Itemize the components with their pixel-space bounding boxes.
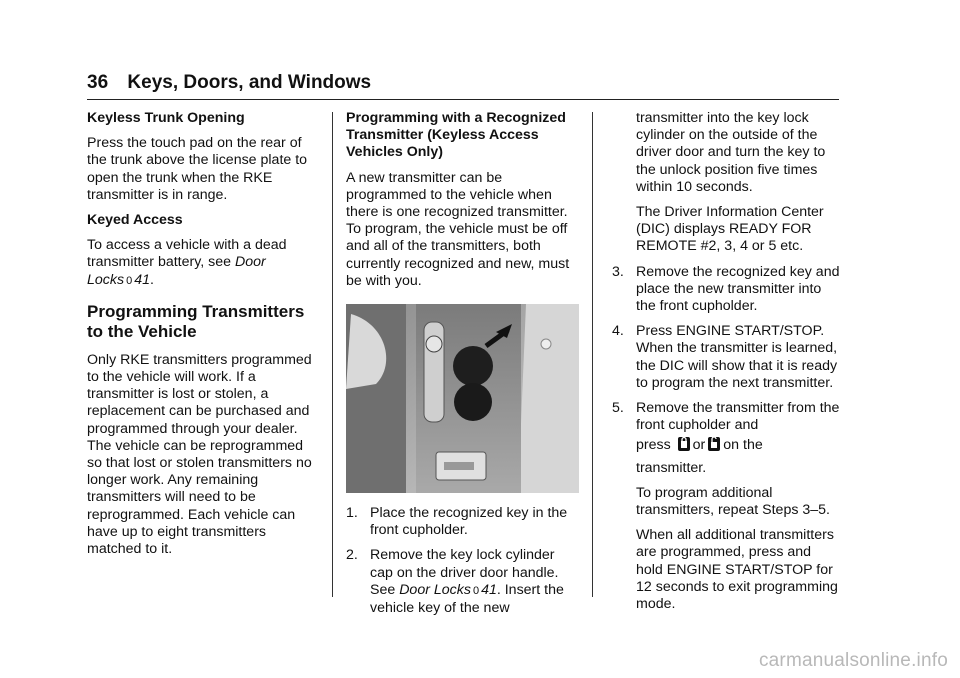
step-text: Press ENGINE START/STOP. When the transmitter is learned, the DIC will show that it is ready to program the next transmitter. [636, 323, 838, 391]
step-text: Remove the transmitter from the front cupholder and [636, 400, 840, 434]
step-number: 3. [612, 263, 624, 280]
page-ref-number[interactable]: 41 [481, 581, 497, 598]
step-number: 5. [612, 400, 624, 417]
cross-reference-link[interactable]: Door Locks [87, 254, 266, 288]
column-2 [346, 110, 580, 625]
subheading: Keyed Access [87, 212, 183, 229]
cupholder-photo [346, 304, 579, 493]
chapter-title: Keys, Doors, and Windows [127, 72, 372, 93]
section-title: Programming Transmitters to the Vehicle [87, 301, 305, 341]
step-item [346, 505, 580, 539]
step-text: Place the recognized key in the front cupholder. [370, 505, 568, 539]
unlock-icon [707, 436, 721, 457]
text-span: or [692, 437, 706, 454]
page-ref-icon: 0 [472, 584, 480, 597]
column-3 [612, 110, 840, 621]
subheading: Keyless Trunk Opening [87, 110, 245, 126]
page-ref-number[interactable]: 41 [134, 271, 150, 288]
text-span: . Insert the vehicle key of the new [370, 581, 564, 617]
cross-reference-link[interactable]: Door Locks [399, 581, 471, 598]
step-item [612, 400, 840, 434]
page-number: 36 [87, 72, 109, 93]
lock-icon [677, 436, 691, 457]
step-text: Remove the recognized key and place the new transmitter into the front cupholder. [636, 263, 840, 315]
cupholder-illustration [346, 304, 579, 493]
press-line [612, 436, 840, 457]
paragraph: The Driver Information Center (DIC) displays READY FOR REMOTE #2, 3, 4 or 5 etc. [636, 204, 824, 255]
page-header [87, 72, 371, 94]
step-number: 1. [346, 505, 358, 522]
paragraph: To program additional transmitters, repeat Steps 3–5. [636, 484, 830, 519]
text-span: . [149, 271, 154, 288]
column-divider [592, 112, 593, 597]
paragraph: Press the touch pad on the rear of the trunk above the license plate to open the trunk when the RKE transmitter is in range. [87, 135, 308, 203]
step-item [346, 547, 580, 617]
page-ref-icon: 0 [126, 274, 133, 287]
step-number: 4. [612, 323, 624, 340]
text-span: To access a vehicle with a dead transmitter battery, see [87, 237, 287, 271]
paragraph [87, 237, 319, 290]
paragraph: transmitter into the key lock cylinder on the outside of the driver door and turn the key to the unlock position five times within 10 seconds. [636, 110, 826, 195]
subheading: Programming with a Recognized Transmitter (Keyless Access Vehicles Only) [346, 110, 566, 161]
text-span: on the [723, 437, 763, 454]
watermark: carmanualsonline.info [758, 650, 948, 671]
column-divider [332, 112, 333, 597]
text-span: Remove the key lock cylinder cap on the driver door handle. See [370, 547, 559, 598]
paragraph: A new transmitter can be programmed to the vehicle when there is one recognized transmitter. To program, the vehicle must be off and all of the transmitters, both currently recognized and new, must be with you. [346, 169, 570, 289]
paragraph: When all additional transmitters are programmed, press and hold ENGINE START/STOP for 12 seconds to exit programming mode. [636, 527, 838, 613]
text-span: press [636, 437, 671, 454]
header-rule [87, 99, 839, 100]
column-1 [87, 110, 319, 566]
paragraph: transmitter. [636, 459, 707, 476]
step-text [370, 547, 580, 617]
step-number: 2. [346, 547, 358, 564]
step-item [612, 264, 840, 316]
step-item [612, 323, 840, 392]
paragraph: Only RKE transmitters programmed to the vehicle will work. If a transmitter is lost or stolen, a replacement can be purchased and programmed through your dealer. The vehicle can be reprogrammed so that lost or stolen transmitters no longer work. Any remaining transmitters will need to be reprogrammed. Each vehicle can have up to eight transmitters matched to it. [87, 351, 312, 558]
